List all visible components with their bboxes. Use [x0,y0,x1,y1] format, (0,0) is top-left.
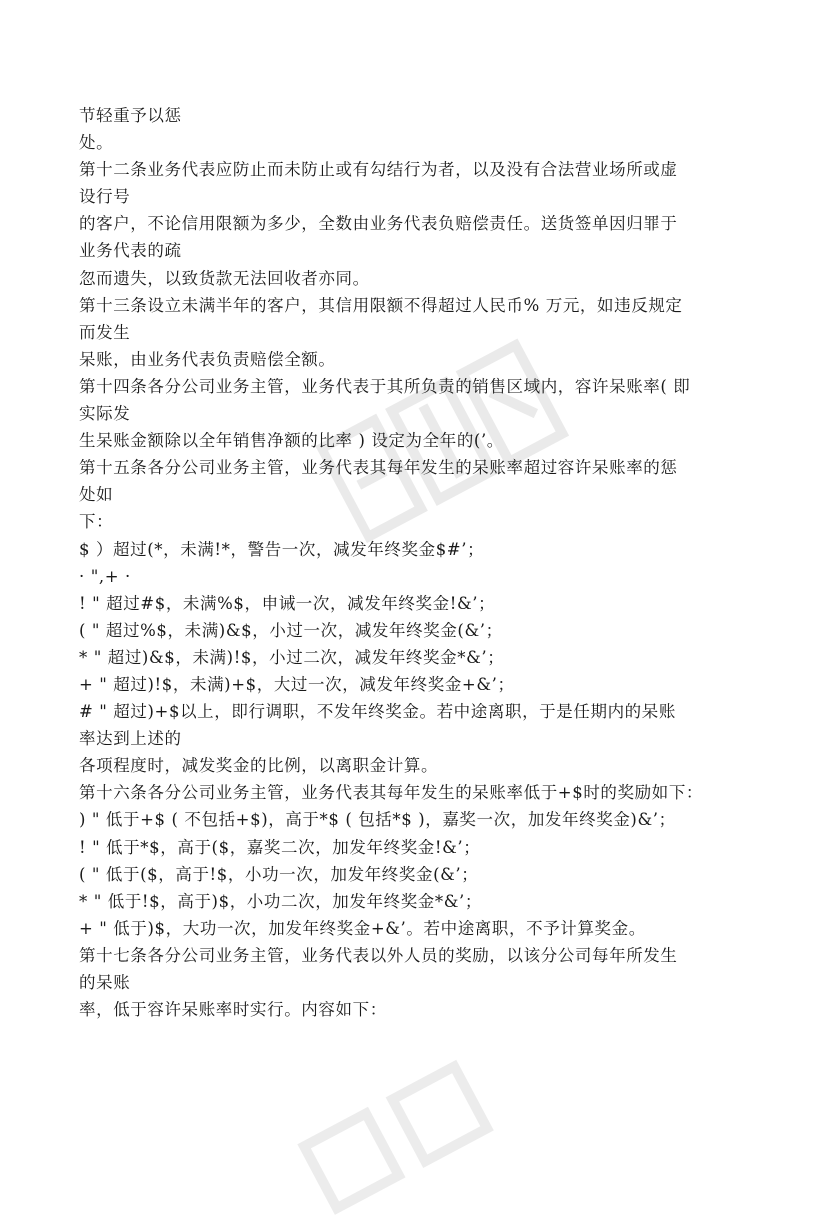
text-line: 生呆账金额除以全年销售净额的比率 ) 设定为全年的(’。 [79,431,504,451]
text-line: + " 超过)!$，未满)+$，大过一次，减发年终奖金+&’； [79,674,515,694]
text-line: 忽而遗失，以致货款无法回收者亦同。 [79,268,370,288]
text-line: 的客户，不论信用限额为多少，全数由业务代表负赔偿责任。送货签单因归罪于 [79,214,678,234]
text-line: 的呆账 [79,973,131,992]
text-line: 实际发 [79,404,131,424]
text-line: 第十七条各分公司业务主管，业务代表以外人员的奖励，以该分公司每年所发生 [79,945,678,965]
text-line: 处如 [79,485,114,505]
text-line: ! " 低于*$，高于($，嘉奖二次，加发年终奖金!&’； [79,837,481,857]
text-line: 第十三条设立未满半年的客户，其信用限额不得超过人民币% 万元，如违反规定 [79,295,683,315]
text-line: * " 超过)&$，未满)!$，小过二次，减发年终奖金*&’； [79,647,505,667]
document-body [79,102,779,1023]
text-line: 下： [79,512,114,532]
text-line: ( " 超过%$，未满)&$，小过一次，减发年终奖金(&’； [79,620,503,640]
text-line: + " 低于)$，大功一次，加发年终奖金+&’。若中途离职，不予计算奖金。 [79,918,646,938]
text-line: 节轻重予以惩 [79,106,182,125]
text-line: 业务代表的疏 [79,241,182,261]
text-line: 处。 [79,133,114,153]
text-line: # " 超过)+$以上，即行调职，不发年终奖金。若中途离职，于是任期内的呆账 [79,702,676,722]
text-line: 第十二条业务代表应防止而未防止或有勾结行为者，以及没有合法营业场所或虚 [79,160,678,180]
text-line: 第十五条各分公司业务主管，业务代表其每年发生的呆账率超过容许呆账率的惩 [79,458,678,478]
text-line: ( " 低于($，高于!$，小功一次，加发年终奖金(&’； [79,864,479,884]
text-line: 各项程度时，减发奖金的比例，以离职金计算。 [79,756,439,776]
text-line: 而发生 [79,322,131,342]
text-line: 第十四条各分公司业务主管，业务代表于其所负责的销售区域内，容许呆账率( 即 [79,376,691,396]
text-line: $ ）超过(*，未满!*，警告一次，减发年终奖金$#’； [79,539,485,559]
text-line: 率达到上述的 [79,729,182,749]
text-line: * " 低于!$，高于)$，小功二次，加发年终奖金*&’； [79,891,482,911]
text-line: 率，低于容许呆账率时实行。内容如下： [79,1000,387,1020]
text-line: ) " 低于+$ ( 不包括+$)，高于*$ ( 包括*$ )，嘉奖一次，加发年终奖金)&’； [79,810,676,830]
text-line: ! " 超过#$，未满%$，申诫一次，减发年终奖金!&’； [79,593,496,613]
text-line: 设行号 [79,187,131,207]
watermark-logo-bottom [291,1048,510,1221]
text-line: · ",+ · [79,566,131,586]
text-line: 呆账，由业务代表负责赔偿全额。 [79,349,336,369]
text-line: 第十六条各分公司业务主管，业务代表其每年发生的呆账率低于+$时的奖励如下： [79,783,704,803]
